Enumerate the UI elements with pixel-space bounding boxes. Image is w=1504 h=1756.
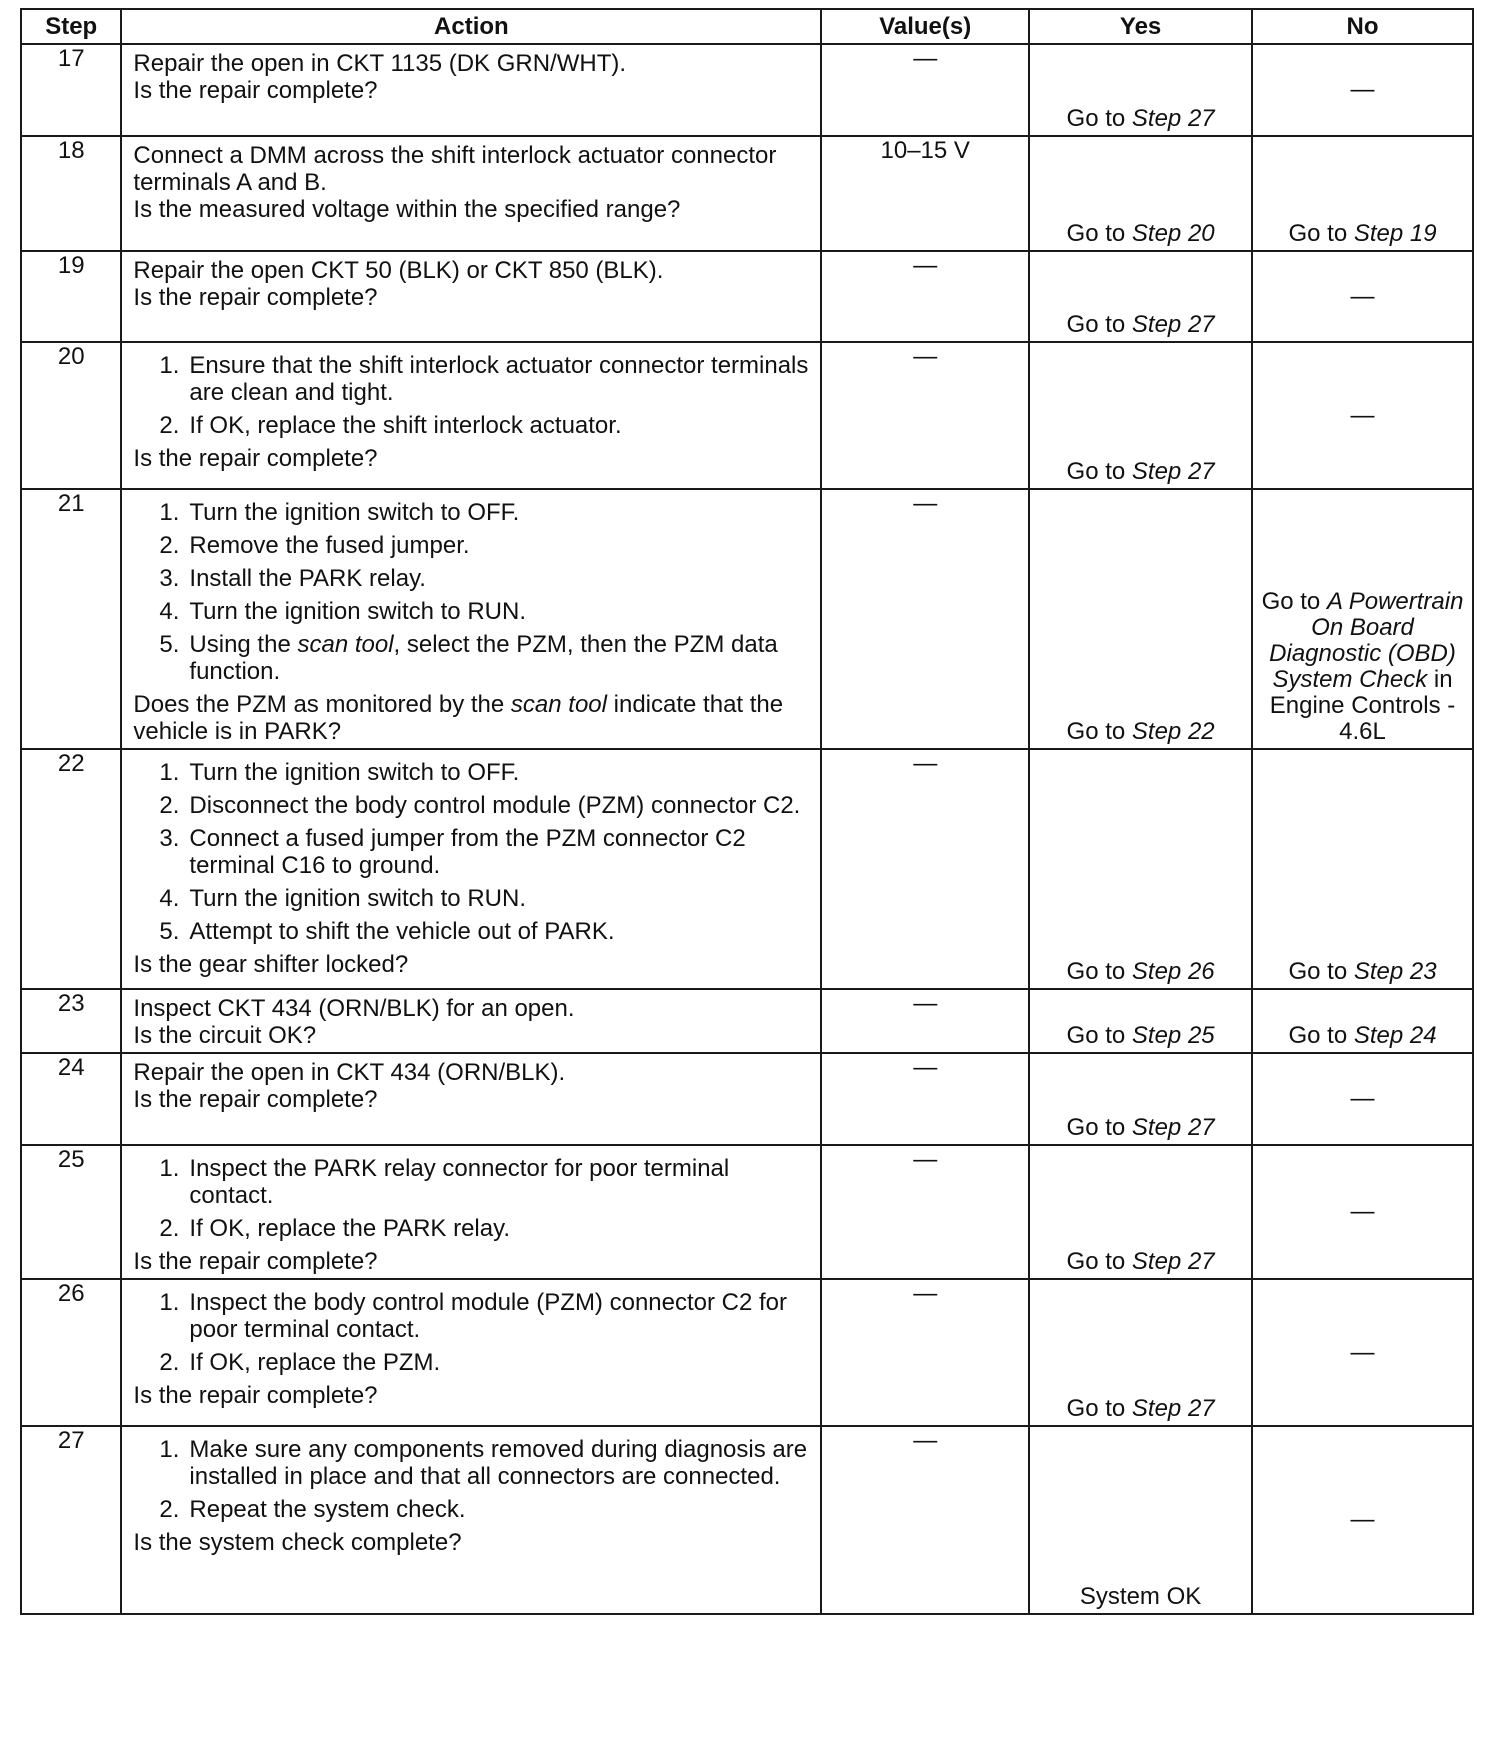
yes-goto: Go to Step 27 [1066,311,1215,338]
table-row [21,136,1473,251]
no-cell [1252,749,1473,989]
step-number: 21 [21,489,121,749]
step-number: 23 [21,989,121,1053]
yes-goto: Go to Step 26 [1066,958,1215,985]
value-cell: — [821,1053,1029,1145]
no-goto: Go to Step 24 [1288,1022,1437,1049]
table-row [21,1426,1473,1614]
yes-cell [1029,1279,1252,1426]
no-cell [1252,251,1473,342]
list-item: 1. Make sure any components removed during diagnosis are installed in place and that all connectors are connected. [159,1436,808,1490]
list-item: 1. Inspect the PARK relay connector for poor terminal contact. [159,1155,730,1209]
no-cell [1252,136,1473,251]
yes-cell [1029,136,1252,251]
action-cell [121,1279,821,1426]
action-question: Is the repair complete? [133,77,378,104]
yes-goto: Go to Step 27 [1066,1114,1215,1141]
no-dash: — [1350,1338,1375,1366]
header-row [21,9,1473,44]
step-number: 27 [21,1426,121,1614]
action-question: Is the repair complete? [133,1382,378,1409]
list-item: 2. If OK, replace the PARK relay. [159,1215,510,1242]
step-number: 17 [21,44,121,136]
action-question: Is the gear shifter locked? [133,951,409,978]
yes-goto: Go to Step 22 [1066,718,1215,745]
action-question: Is the system check complete? [133,1529,462,1556]
action-cell [121,1053,821,1145]
action-text: Repair the open in CKT 1135 (DK GRN/WHT). [133,50,627,77]
yes-goto: Go to Step 25 [1066,1022,1215,1049]
action-cell [121,1145,821,1279]
value-cell: — [821,749,1029,989]
list-item: 2. If OK, replace the PZM. [159,1349,441,1376]
action-steps [133,1436,810,1529]
yes-cell [1029,1426,1252,1614]
yes-cell [1029,749,1252,989]
value-cell: — [821,489,1029,749]
action-cell [121,749,821,989]
action-cell [121,1426,821,1614]
step-number: 24 [21,1053,121,1145]
table-row [21,989,1473,1053]
list-item: 1. Turn the ignition switch to OFF. [159,759,520,786]
list-item: 1. Ensure that the shift interlock actuator connector terminals are clean and tight. [159,352,809,406]
yes-goto: Go to Step 20 [1066,220,1215,247]
list-item: 4. Turn the ignition switch to RUN. [159,598,526,625]
header-values: Value(s) [821,9,1029,44]
header-action: Action [121,9,821,44]
table-row [21,342,1473,489]
step-number: 19 [21,251,121,342]
action-steps [133,1155,810,1248]
value-cell: — [821,1145,1029,1279]
table-row [21,749,1473,989]
diagnostic-table-page [20,8,1474,1615]
table-row [21,1279,1473,1426]
no-cell [1252,1145,1473,1279]
no-cell [1252,342,1473,489]
header-yes: Yes [1029,9,1252,44]
no-cell [1252,44,1473,136]
step-number: 22 [21,749,121,989]
action-steps [133,499,810,691]
diagnostic-table [20,8,1474,1615]
action-cell [121,489,821,749]
no-cell [1252,1426,1473,1614]
no-dash: — [1350,401,1375,429]
step-number: 26 [21,1279,121,1426]
yes-cell [1029,251,1252,342]
list-item: 1. Turn the ignition switch to OFF. [159,499,520,526]
action-cell [121,989,821,1053]
list-item: 2. Remove the fused jumper. [159,532,470,559]
no-dash: — [1350,1506,1375,1533]
yes-goto: Go to Step 27 [1066,1395,1215,1422]
value-cell: — [821,1426,1029,1614]
action-text: Repair the open CKT 50 (BLK) or CKT 850 (BLK). [133,257,664,284]
action-question: Is the measured voltage within the specified range? [133,196,681,223]
list-item: 4. Turn the ignition switch to RUN. [159,885,526,912]
list-item: 3. Connect a fused jumper from the PZM connector C2 terminal C16 to ground. [159,825,746,879]
header-no: No [1252,9,1473,44]
list-item: 2. Disconnect the body control module (PZM) connector C2. [159,792,801,819]
no-goto: Go to Step 23 [1288,958,1437,985]
value-cell: — [821,251,1029,342]
table-row [21,489,1473,749]
yes-cell [1029,489,1252,749]
value-cell: — [821,342,1029,489]
action-question: Is the repair complete? [133,284,378,311]
step-number: 25 [21,1145,121,1279]
yes-cell [1029,1053,1252,1145]
value-cell: — [821,1279,1029,1426]
table-row [21,251,1473,342]
yes-cell [1029,342,1252,489]
yes-goto: Go to Step 27 [1066,1248,1215,1275]
list-item: 2. If OK, replace the shift interlock actuator. [159,412,622,439]
list-item: 3. Install the PARK relay. [159,565,426,592]
action-question: Is the repair complete? [133,1248,378,1275]
action-text: Inspect CKT 434 (ORN/BLK) for an open. [133,995,575,1022]
action-question: Does the PZM as monitored by the scan tool indicate that the vehicle is in PARK? [133,691,784,745]
action-steps [133,352,810,445]
list-item: 2. Repeat the system check. [159,1496,466,1523]
table-row [21,1145,1473,1279]
no-goto: Go to Step 19 [1288,220,1437,247]
table-row [21,44,1473,136]
action-cell [121,342,821,489]
action-question: Is the repair complete? [133,1086,378,1113]
no-goto-obd-check: Go to A Powertrain On Board Diagnostic (OBD) System Check in Engine Controls - 4.6L [1261,588,1464,745]
no-cell [1252,1279,1473,1426]
value-cell: — [821,989,1029,1053]
list-item: 5. Attempt to shift the vehicle out of PARK. [159,918,615,945]
no-cell [1252,489,1473,749]
action-cell [121,44,821,136]
no-cell [1252,1053,1473,1145]
yes-cell [1029,44,1252,136]
no-dash: — [1350,76,1375,103]
action-question: Is the repair complete? [133,445,378,472]
value-cell: 10–15 V [821,136,1029,251]
list-item: 5. Using the scan tool, select the PZM, then the PZM data function. [159,631,778,685]
list-item: 1. Inspect the body control module (PZM) connector C2 for poor terminal contact. [159,1289,788,1343]
action-text: Repair the open in CKT 434 (ORN/BLK). [133,1059,566,1086]
action-cell [121,136,821,251]
step-number: 20 [21,342,121,489]
yes-goto: Go to Step 27 [1066,458,1215,485]
action-steps [133,1289,810,1382]
step-number: 18 [21,136,121,251]
action-steps [133,759,810,951]
action-text: Connect a DMM across the shift interlock actuator connector terminals A and B. [133,142,777,196]
header-step: Step [21,9,121,44]
yes-goto: Go to Step 27 [1066,105,1215,132]
yes-cell [1029,1145,1252,1279]
action-cell [121,251,821,342]
no-dash: — [1350,1198,1375,1225]
no-dash: — [1350,1085,1375,1112]
value-cell: — [821,44,1029,136]
yes-system-ok: System OK [1079,1583,1202,1610]
table-row [21,1053,1473,1145]
action-question: Is the circuit OK? [133,1022,317,1049]
no-dash: — [1350,282,1375,310]
yes-cell [1029,989,1252,1053]
no-cell [1252,989,1473,1053]
